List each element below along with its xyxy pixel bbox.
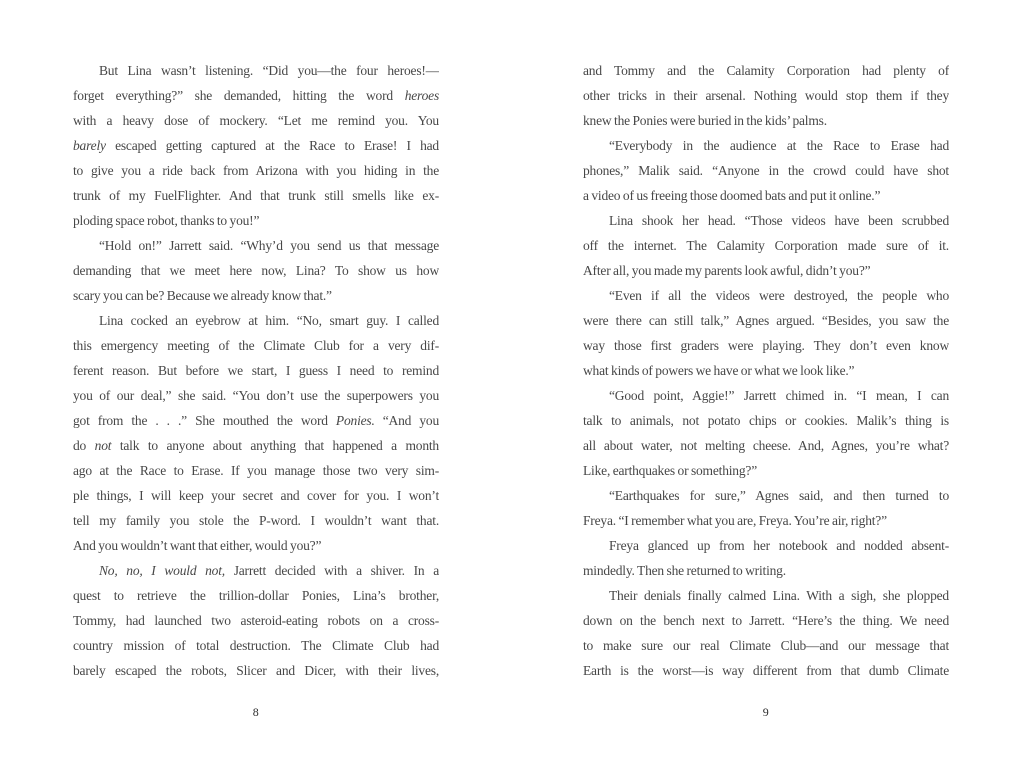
text-line: scary you can be? Because we already know that.” <box>73 288 332 303</box>
text-line: “Hold on!” Jarrett said. “Why’d you send us that message <box>99 238 439 253</box>
text-line: were there can still talk,” Agnes argued. “Besides, you saw the <box>583 313 949 328</box>
text-line: “Everybody in the audience at the Race to Erase had <box>609 138 949 153</box>
right-page-number: 9 <box>762 705 770 719</box>
text-line: ploding space robot, thanks to you!” <box>73 213 260 228</box>
left-page-text <box>73 58 439 683</box>
text-line: ferent reason. But before we start, I guess I need to remind <box>73 363 439 378</box>
text-line: Lina cocked an eyebrow at him. “No, smart guy. I called <box>99 313 439 328</box>
text-line: Lina shook her head. “Those videos have been scrubbed <box>609 213 949 228</box>
text-line: way those first graders were playing. They don’t even know <box>583 338 949 353</box>
text-line: barely escaped the robots, Slicer and Dicer, with their lives, <box>73 663 439 678</box>
text-line: you of our deal,” she said. “You don’t use the superpowers you <box>73 388 439 403</box>
text-line: phones,” Malik said. “Anyone in the crowd could have shot <box>583 163 949 178</box>
text-line: do not talk to anyone about anything that happened a month <box>73 438 439 453</box>
text-line: country mission of total destruction. The Climate Club had <box>73 638 439 653</box>
text-line: forget everything?” she demanded, hitting the word heroes <box>73 88 439 103</box>
text-line: No, no, I would not, Jarrett decided with a shiver. In a <box>99 563 439 578</box>
text-line: to make sure our real Climate Club—and our message that <box>583 638 949 653</box>
text-line: Freya. “I remember what you are, Freya. You’re air, right?” <box>583 513 887 528</box>
text-line: knew the Ponies were buried in the kids’ palms. <box>583 113 827 128</box>
text-line: ple things, I will keep your secret and cover for you. I won’t <box>73 488 439 503</box>
right-page-text <box>583 58 949 683</box>
text-line: demanding that we meet here now, Lina? To show us how <box>73 263 439 278</box>
text-line: quest to retrieve the trillion-dollar Ponies, Lina’s brother, <box>73 588 439 603</box>
text-line: ago at the Race to Erase. If you manage those two very sim- <box>73 463 439 478</box>
text-line: Tommy, had launched two asteroid-eating robots on a cross- <box>73 613 439 628</box>
text-line: and Tommy and the Calamity Corporation had plenty of <box>583 63 949 78</box>
text-line: other tricks in their arsenal. Nothing would stop them if they <box>583 88 949 103</box>
text-line: Their denials finally calmed Lina. With a sigh, she plopped <box>609 588 949 603</box>
text-line: this emergency meeting of the Climate Club for a very dif- <box>73 338 439 353</box>
text-line: But Lina wasn’t listening. “Did you—the four heroes!— <box>99 63 439 78</box>
text-line: Freya glanced up from her notebook and nodded absent- <box>609 538 949 553</box>
text-line: all about water, not melting cheese. And, Agnes, you’re what? <box>583 438 949 453</box>
text-line: “Good point, Aggie!” Jarrett chimed in. “I mean, I can <box>609 388 949 403</box>
text-line: After all, you made my parents look awful, didn’t you?” <box>583 263 871 278</box>
text-line: tell my family you stole the P-word. I wouldn’t want that. <box>73 513 439 528</box>
text-line: “Even if all the videos were destroyed, the people who <box>609 288 949 303</box>
text-line: got from the . . .” She mouthed the word Ponies. “And you <box>73 413 439 428</box>
text-line: a video of us freeing those doomed bats and put it online.” <box>583 188 881 203</box>
text-line: to give you a ride back from Arizona with you hiding in the <box>73 163 439 178</box>
text-line: down on the bench next to Jarrett. “Here’s the thing. We need <box>583 613 949 628</box>
text-line: And you wouldn’t want that either, would you?” <box>73 538 322 553</box>
text-line: with a heavy dose of mockery. “Let me remind you. You <box>73 113 439 128</box>
text-line: talk to animals, not potato chips or cookies. Malik’s thing is <box>583 413 949 428</box>
text-line: “Earthquakes for sure,” Agnes said, and then turned to <box>609 488 949 503</box>
text-line: Earth is the worst—is way different from that dumb Climate <box>583 663 949 678</box>
text-line: barely escaped getting captured at the Race to Erase! I had <box>73 138 439 153</box>
left-page-number: 8 <box>252 705 260 719</box>
text-line: Like, earthquakes or something?” <box>583 463 757 478</box>
text-line: trunk of my FuelFlighter. And that trunk still smells like ex- <box>73 188 439 203</box>
text-line: mindedly. Then she returned to writing. <box>583 563 786 578</box>
text-line: off the internet. The Calamity Corporation made sure of it. <box>583 238 949 253</box>
text-line: what kinds of powers we have or what we look like.” <box>583 363 855 378</box>
